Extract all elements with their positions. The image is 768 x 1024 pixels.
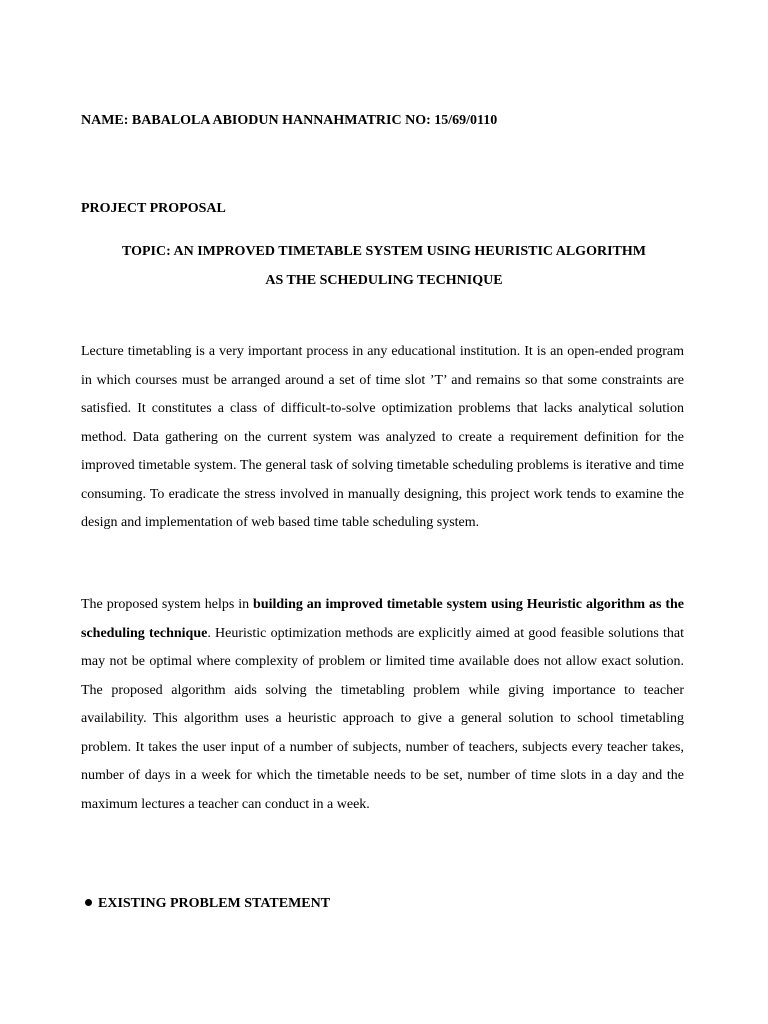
paragraph-proposed-system-rest: . Heuristic optimization methods are explicitly aimed at good feasible solutions that may not be optimal where complexity of problem or limited time available does not allow exact solution. The proposed algorithm aids solving the timetabling problem while giving importance to teacher availability. This algorithm uses a heuristic approach to give a general solution to school timetabling problem. It takes the user input of a number of subjects, number of teachers, subjects every teacher takes, number of days in a week for which the timetable needs to be set, number of time slots in a day and the maximum lectures a teacher can conduct in a week. [81, 625, 684, 812]
section-heading-existing-problem [85, 896, 330, 912]
bullet-dot-icon [85, 899, 92, 906]
student-name-line: NAME: BABALOLA ABIODUN HANNAHMATRIC NO: 15/69/0110 [81, 113, 498, 128]
paragraph-proposed-system-bold: building an improved timetable system using Heuristic algorithm as the scheduling technique [81, 597, 684, 641]
paragraph-proposed-system-intro: The proposed system helps in [81, 597, 254, 612]
paragraph-introduction: Lecture timetabling is a very important process in any educational institution. It is an open-ended program in which courses must be arranged around a set of time slot ’T’ and remains so that some constraints are satisfied. It constitutes a class of difficult-to-solve optimization problems that lacks analytical solution method. Data gathering on the current system was analyzed to create a requirement definition for the improved timetable system. The general task of solving timetable scheduling problems is iterative and time consuming. To eradicate the stress involved in manually designing, this project work tends to examine the design and implementation of web based time table scheduling system. [81, 344, 684, 530]
topic-line-1: TOPIC: AN IMPROVED TIMETABLE SYSTEM USING HEURISTIC ALGORITHM [122, 244, 646, 259]
paragraph-proposed-system [81, 591, 684, 819]
section-heading-text: EXISTING PROBLEM STATEMENT [98, 896, 331, 911]
topic-line-2: AS THE SCHEDULING TECHNIQUE [265, 273, 503, 288]
project-proposal-label: PROJECT PROPOSAL [81, 201, 226, 216]
